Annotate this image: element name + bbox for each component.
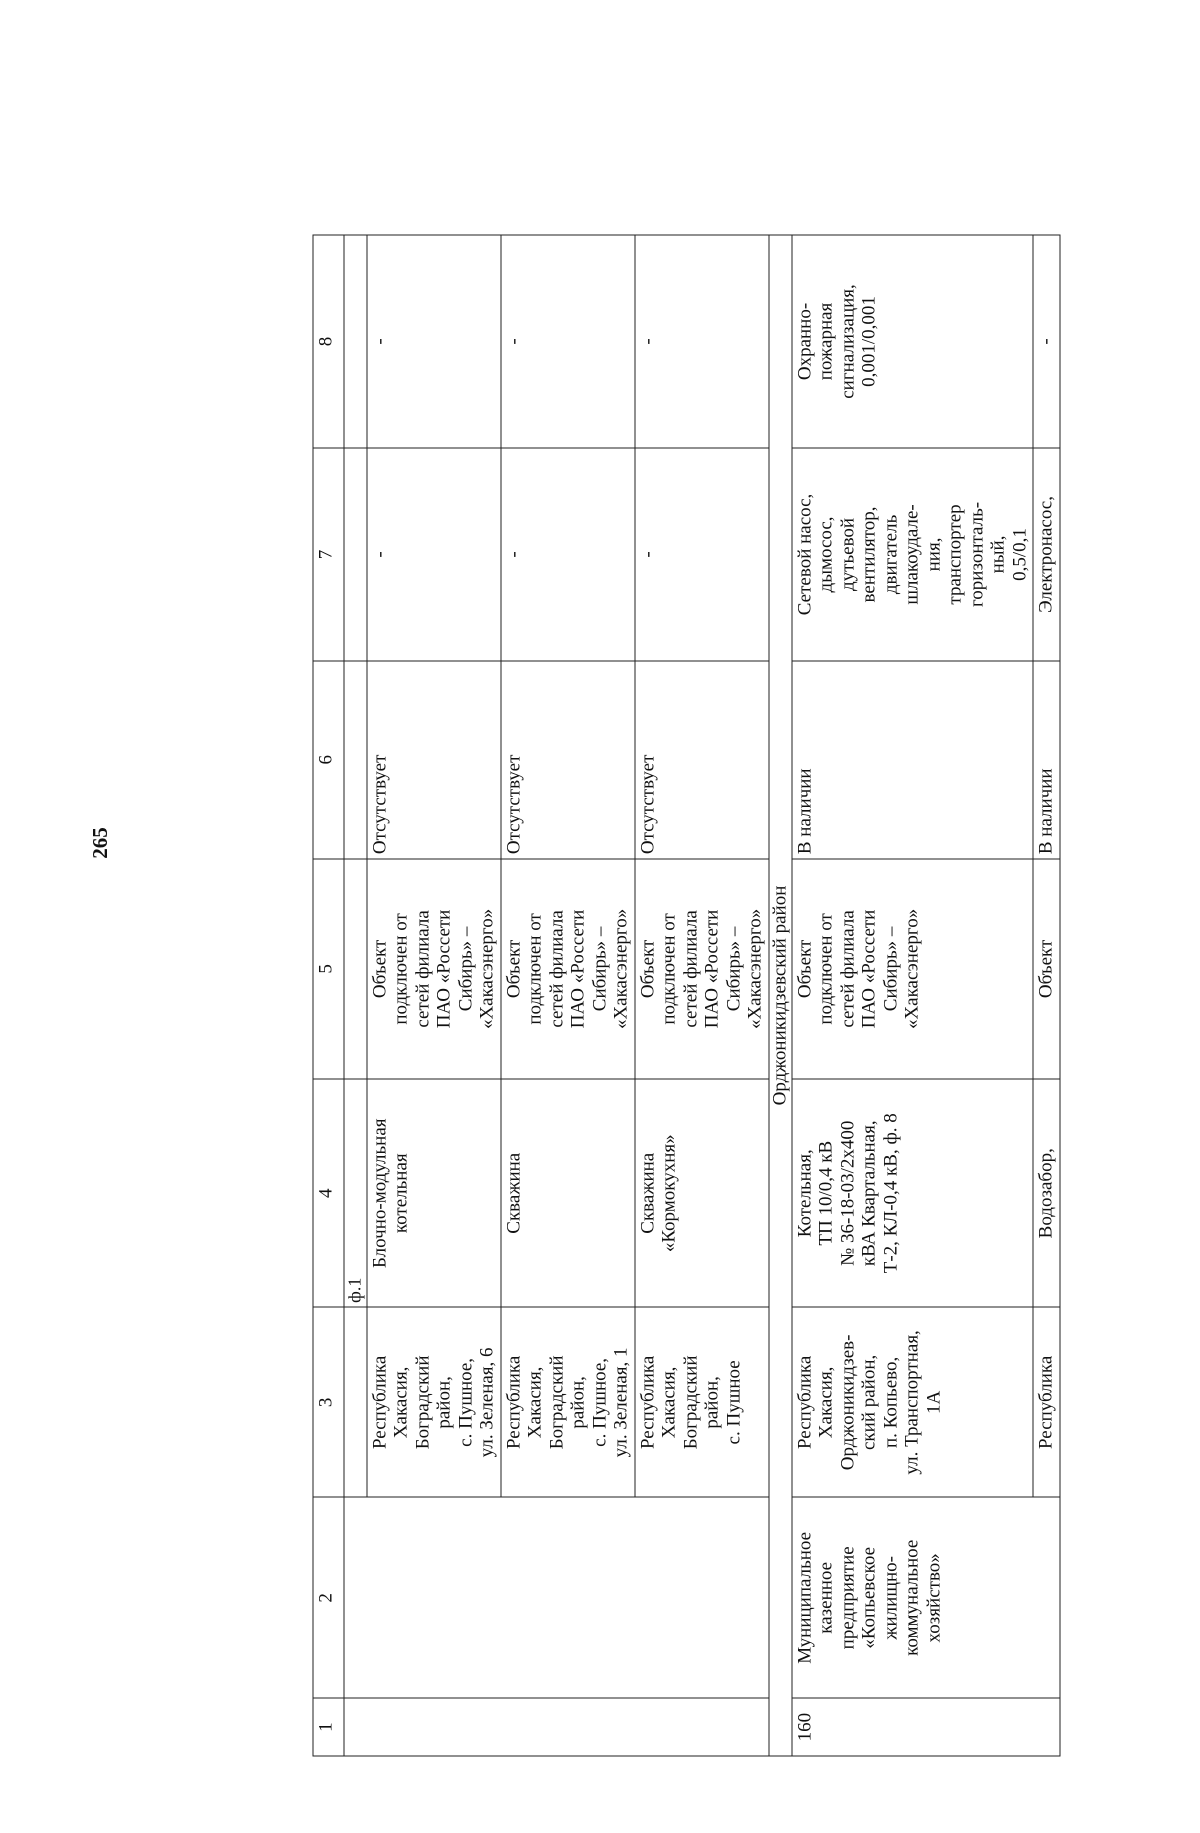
connection-cell: Объект подключен от сетей филиала ПАО «Россети Сибирь» – «Хакасэнерго» <box>501 859 635 1080</box>
cell-blank <box>344 661 367 859</box>
scanned-table-page <box>313 173 1057 1833</box>
alarm-cell: - <box>635 235 769 448</box>
region-row <box>769 235 792 1756</box>
cell-blank <box>344 448 367 661</box>
address-cell: Республика Хакасия, Боградский район, с. Пушное <box>635 1307 769 1497</box>
reserve-cell: Отсутствует <box>367 661 501 859</box>
header-row <box>313 235 344 1756</box>
table-row <box>792 235 1034 1756</box>
cell-blank <box>344 859 367 1080</box>
equipment-cell: - <box>501 448 635 661</box>
equipment-cell: - <box>635 448 769 661</box>
reserve-cell: В наличии <box>792 661 1034 859</box>
col-header-5: 5 <box>313 859 344 1080</box>
reserve-cell: Отсутствует <box>501 661 635 859</box>
alarm-cell: - <box>1033 235 1060 448</box>
connection-cell: Объект подключен от сетей филиала ПАО «Россети Сибирь» – «Хакасэнерго» <box>792 859 1034 1080</box>
region-title: Орджоникидзевский район <box>769 235 792 1756</box>
cell-org-blank <box>344 1497 769 1698</box>
address-cell: Республика Хакасия, Боградский район, с. Пушное, ул. Зеленая, 1 <box>501 1307 635 1497</box>
address-cell: Республика Хакасия, Боградский район, с. Пушное, ул. Зеленая, 6 <box>367 1307 501 1497</box>
organization-cell: Муниципальное казенное предприятие «Копьевское жилищно- коммунальное хозяйство» <box>792 1497 1060 1698</box>
alarm-cell: - <box>367 235 501 448</box>
reserve-cell: В наличии <box>1033 661 1060 859</box>
col-header-6: 6 <box>313 661 344 859</box>
col-header-8: 8 <box>313 235 344 448</box>
connection-cell: Объект подключен от сетей филиала ПАО «Россети Сибирь» – «Хакасэнерго» <box>367 859 501 1080</box>
col-header-1: 1 <box>313 1698 344 1756</box>
object-cell: Скважина «Кормокухня» <box>635 1079 769 1307</box>
col-header-3: 3 <box>313 1307 344 1497</box>
alarm-cell: - <box>501 235 635 448</box>
cell-num-blank <box>344 1698 769 1756</box>
col-header-4: 4 <box>313 1079 344 1307</box>
continuation-row <box>344 235 367 1756</box>
col-header-7: 7 <box>313 448 344 661</box>
col-header-2: 2 <box>313 1497 344 1698</box>
equipment-cell: - <box>367 448 501 661</box>
reserve-cell: Отсутствует <box>635 661 769 859</box>
address-cell: Республика <box>1033 1307 1060 1497</box>
cell-blank <box>344 235 367 448</box>
connection-cell: Объект <box>1033 859 1060 1080</box>
alarm-cell: Охранно- пожарная сигнализация, 0,001/0,001 <box>792 235 1034 448</box>
object-cell: Котельная, ТП 10/0,4 кВ № 36-18-03/2х400 кВА Квартальная, Т-2, КЛ-0,4 кВ, ф. 8 <box>792 1079 1034 1307</box>
page-number: 265 <box>88 827 112 859</box>
object-cell: Блочно-модульная котельная <box>367 1079 501 1307</box>
object-cell: Водозабор, <box>1033 1079 1060 1307</box>
connection-cell: Объект подключен от сетей филиала ПАО «Россети Сибирь» – «Хакасэнерго» <box>635 859 769 1080</box>
equipment-cell: Электронасос, <box>1033 448 1060 661</box>
cell-blank <box>344 1307 367 1497</box>
row-number: 160 <box>792 1698 1060 1756</box>
equipment-cell: Сетевой насос, дымосос, дутьевой вентилятор, двигатель шлакоудале- ния, транспортер горизонталь- ный, 0,5/0,1 <box>792 448 1034 661</box>
object-cell: Скважина <box>501 1079 635 1307</box>
continued-text: ф.1 <box>344 1079 367 1307</box>
data-table <box>313 235 1061 1757</box>
address-cell: Республика Хакасия, Орджоникидзев- ский район, п. Копьево, ул. Транспортная, 1А <box>792 1307 1034 1497</box>
